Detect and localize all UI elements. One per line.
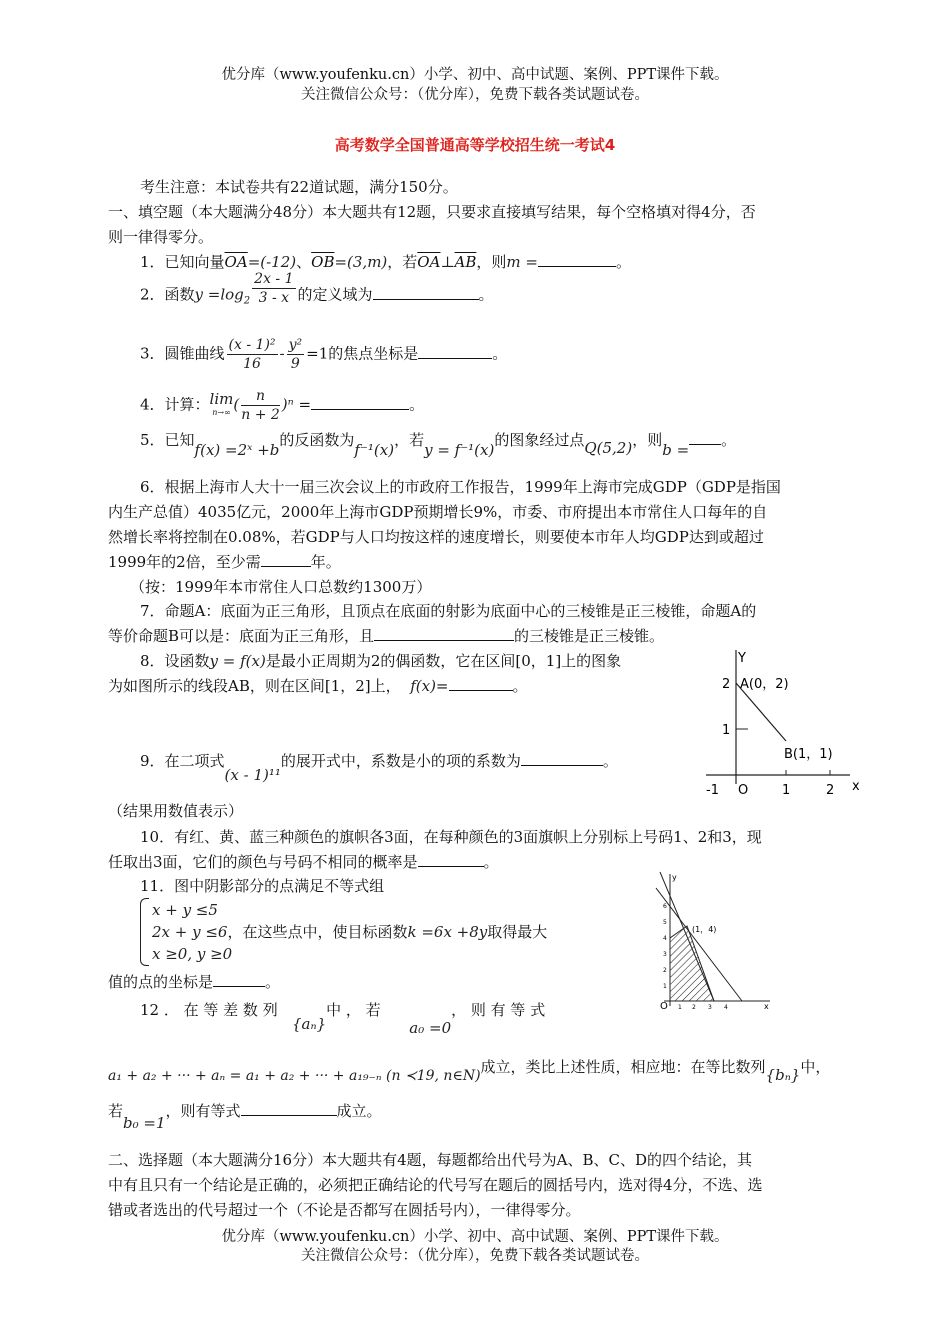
q2-base: 2: [243, 295, 251, 307]
exam-title: 高考数学全国普通高等学校招生统一考试4: [334, 136, 616, 154]
q12-bn: {bₙ}: [765, 1066, 801, 1084]
graph8-tick-label-2: 2: [722, 677, 731, 692]
graph11-origin: O: [660, 1001, 668, 1012]
q3-denominator-1: 16: [243, 356, 261, 372]
section1-line-2: 则一律得零分。: [108, 228, 214, 246]
q4-lim-sub: n→∞: [212, 407, 231, 417]
section1-line-1: 一、填空题（本大题满分48分）本大题共有12题，只要求直接填写结果，每个空格填对得4分，否: [108, 203, 756, 221]
q1-ob-value: =(3,m): [334, 253, 388, 271]
graph11-yt1: 1: [663, 983, 667, 990]
q2-answer-blank[interactable]: [373, 285, 479, 300]
q4-label: 4．计算：: [140, 395, 210, 414]
q6-line-4a: 1999年的2倍，至少需: [108, 553, 261, 571]
q10-line-2: [108, 852, 499, 872]
q2-label: 2．函数: [140, 285, 195, 304]
q2-text: 的定义域为: [297, 285, 373, 304]
q5-b: b =: [662, 441, 690, 459]
graph11-yt3: 3: [663, 951, 667, 958]
q11-line-3: [108, 972, 280, 992]
q1-vector-oa: $\overline{OA}$: [224, 253, 248, 271]
graph8-x-label: x: [852, 779, 860, 794]
graph11-x-label: x: [764, 1002, 769, 1011]
q3-numerator-1: (x - 1)²: [228, 337, 276, 353]
q8-line-1: [140, 651, 621, 671]
q9-answer-blank[interactable]: [521, 751, 603, 766]
q10-line-1: 10．有红、黄、蓝三种颜色的旗帜各3面，在每种颜色的3面旗帜上分别标上号码1、2和3，现: [140, 828, 762, 846]
exam-notice: 考生注意：本试卷共有22道试题，满分150分。: [140, 178, 458, 196]
q3-minus: -: [279, 344, 285, 363]
graph8-point-a: A(0，2): [740, 677, 789, 692]
q4-denominator: n + 2: [241, 407, 280, 423]
q3-answer-blank[interactable]: [418, 344, 492, 359]
graph11-yt2: 2: [663, 967, 667, 974]
q12-line-2: [108, 1057, 831, 1084]
q1-oa-value: =(-12): [247, 253, 297, 271]
header-line-1: 优分库（www.youfenku.cn）小学、初中、高中试题、案例、PPT课件下载。: [221, 67, 729, 83]
q6-line-2: 内生产总值）4035亿元，2000年上海市GDP预期增长9%，市委、市府提出本市常住人口每年的自: [108, 503, 768, 521]
graph8-y-label: Y: [738, 651, 746, 666]
q8-line-2a: 为如图所示的线段AB，则在区间[1，2]上，: [108, 677, 401, 695]
q12-line-1: [140, 1000, 546, 1037]
q2-func: y =log: [194, 285, 244, 304]
q11-end: 。: [265, 973, 281, 991]
q10-answer-blank[interactable]: [418, 852, 484, 867]
q11-k: k =6x +8y: [407, 923, 488, 941]
graph11-y-label: y: [672, 873, 677, 882]
q4-lim: lim: [209, 389, 234, 408]
q11-shaded-region: [670, 925, 717, 1001]
q12-a0: a₀ =0: [409, 1019, 452, 1037]
question-5: [140, 430, 737, 459]
q5-point-q: Q(5,2): [584, 439, 633, 457]
q12-b0: b₀ =1: [123, 1114, 166, 1132]
q12-answer-blank[interactable]: [241, 1101, 337, 1116]
q12-t3: 成立。: [336, 1102, 382, 1120]
q11-line-2: [152, 922, 547, 942]
q12-mid: 中 ， 若: [326, 1001, 381, 1019]
q1-perp-b: $\overline{AB}$: [454, 253, 477, 271]
q6-line-3: 然增长率将控制在0.08%，若GDP与人口均按这样的速度增长，则要使本市年人均GDP达到或超过: [108, 528, 764, 546]
q5-t1: 的反函数为: [279, 431, 355, 449]
q11-text-2a: ，在这些点中，使目标函数: [227, 923, 408, 941]
q3-end: 。: [492, 344, 508, 363]
q5-t3: 的图象经过点: [494, 431, 585, 449]
q12-t2: ，则有等式: [165, 1102, 241, 1120]
q8-end: 。: [512, 677, 528, 695]
graph11-xt4: 4: [724, 1004, 728, 1011]
q10-line-2a: 任取出3面，它们的颜色与号码不相同的概率是: [108, 853, 418, 871]
graph8-x-label-1: 1: [782, 783, 791, 798]
q12-an: {aₙ}: [292, 1015, 327, 1033]
section2-line-3: 错或者选出的代号超过一个（不论是否都写在圆括号内），一律得零分。: [108, 1201, 581, 1219]
q1-m: m =: [506, 253, 538, 271]
q5-end: 。: [721, 431, 737, 449]
q3-eq: =1的焦点坐标是: [306, 344, 419, 363]
q4-eq: =: [298, 395, 312, 414]
q6-line-4: [108, 552, 341, 572]
q7-answer-blank[interactable]: [374, 626, 514, 641]
q7-line-2: [108, 626, 664, 646]
q4-end: 。: [409, 395, 425, 414]
graph8-point-b: B(1，1): [784, 747, 833, 762]
q1-end: 。: [615, 253, 631, 271]
question-9: [140, 751, 618, 784]
q11-text-2b: 取得最大: [487, 923, 548, 941]
graph11-xt2: 2: [692, 1004, 696, 1011]
q8-eq: =: [435, 677, 449, 695]
graph11-yt5: 5: [663, 919, 667, 926]
q12-zhong: 中，: [800, 1058, 831, 1076]
q3-denominator-2: 9: [290, 356, 300, 372]
q9-end: 。: [602, 752, 618, 770]
q6-answer-blank[interactable]: [261, 552, 311, 567]
q6-line-4b: 年。: [310, 553, 341, 571]
q5-inverse: f⁻¹(x): [354, 441, 395, 459]
q8-answer-blank[interactable]: [449, 676, 513, 691]
question-1: [140, 252, 631, 272]
q10-end: 。: [483, 853, 499, 871]
graph11-xt3: 3: [708, 1004, 712, 1011]
q11-graph: [652, 868, 780, 1012]
graph11-yt6: 6: [663, 903, 667, 910]
header-line-2: 关注微信公众号：（优分库），免费下载各类试题试卷。: [301, 87, 649, 103]
q5-label: 5．已知: [140, 431, 195, 449]
q8-line-2: [108, 676, 528, 696]
q12-tail: ， 则 有 等 式: [451, 1001, 546, 1019]
q1-vector-ob: $\overline{OB}$: [311, 253, 335, 271]
section2-line-2: 中有且只有一个结论是正确的，必须把正确结论的代号写在题后的圆括号内，选对得4分，不选、选: [108, 1176, 763, 1194]
graph11-yt4: 4: [663, 935, 667, 942]
q8-graph: [700, 644, 870, 800]
q2-denominator: 3 - x: [258, 290, 290, 306]
q5-y: y = f⁻¹(x): [424, 441, 495, 459]
q7-line-2b: 的三棱锥是正三棱锥。: [514, 627, 665, 645]
q9-expr: (x - 1)¹¹: [224, 766, 281, 784]
graph8-tick-label-1: 1: [722, 723, 731, 738]
q1-perp: ⊥: [440, 253, 455, 271]
q7-line-2a: 等价命题B可以是：底面为正三角形，且: [108, 627, 375, 645]
q3-numerator-2: y²: [288, 337, 303, 353]
q6-note: （按：1999年本市常住人口总数约1300万）: [130, 578, 432, 596]
graph8-x-label-2: 2: [826, 783, 835, 798]
q11-ineq-1: x + y ≤5: [152, 901, 218, 919]
q8-line-1b: 是最小正周期为2的偶函数，它在区间[0，1]上的图象: [265, 652, 622, 670]
q4-numerator: n: [241, 387, 280, 406]
question-3: [140, 336, 507, 373]
q11-ineq-3: x ≥0, y ≥0: [152, 945, 233, 963]
q4-open: (: [233, 395, 240, 414]
q9-text: 的展开式中，系数是小的项的系数为: [280, 752, 521, 770]
q12-line-3: [108, 1101, 382, 1132]
q1-then: ，则: [476, 253, 507, 271]
q11-brace: [140, 898, 149, 966]
q8-func: y = f(x): [209, 652, 266, 670]
q1-answer-blank[interactable]: [538, 252, 616, 267]
graph11-xt1: 1: [678, 1004, 682, 1011]
q9-label: 9．在二项式: [140, 752, 225, 770]
q5-t4: ，则: [632, 431, 663, 449]
graph8-x-label-m1: -1: [706, 783, 719, 798]
q8-line-1a: 8．设函数: [140, 652, 210, 670]
graph8-origin: O: [738, 783, 749, 798]
q8-fx: f(x): [410, 677, 436, 695]
q12-text: 成立，类比上述性质，相应地：在等比数列: [480, 1058, 766, 1076]
q1-perp-a: $\overline{OA}$: [417, 253, 441, 271]
q5-answer-blank[interactable]: [689, 430, 721, 445]
q1-label: 1．已知向量: [140, 253, 225, 271]
q11-answer-blank[interactable]: [213, 972, 265, 987]
q12-lead: 12 ． 在 等 差 数 列: [140, 1001, 278, 1019]
q12-formula: a₁ + a₂ + ··· + aₙ = a₁ + a₂ + ··· + a₁₉₋ₙ (n ≺19, n∈N): [108, 1068, 481, 1084]
q7-line-1: 7．命题A：底面为正三角形，且顶点在底面的射影为底面中心的三棱锥是正三棱锥，命题A的: [140, 602, 757, 620]
q4-answer-blank[interactable]: [311, 395, 409, 410]
q4-power: )ⁿ: [281, 395, 294, 414]
q12-if: 若: [108, 1102, 124, 1120]
q3-label: 3．圆锥曲线: [140, 344, 225, 363]
q1-if: ，若: [387, 253, 418, 271]
q11-ineq-2: 2x + y ≤6: [152, 923, 228, 941]
question-2: [140, 271, 494, 312]
section2-line-1: 二、选择题（本大题满分16分）本大题共有4题，每题都给出代号为A、B、C、D的四个结论，其: [108, 1151, 752, 1169]
q6-line-1: 6．根据上海市人大十一届三次会议上的市政府工作报告，1999年上海市完成GDP（GDP是指国: [140, 478, 781, 496]
footer-line-1: 优分库（www.youfenku.cn）小学、初中、高中试题、案例、PPT课件下载。: [221, 1229, 729, 1245]
q5-fx: f(x) =2ˣ +b: [194, 441, 280, 459]
q9-note: （结果用数值表示）: [108, 802, 244, 820]
q11-line-1: 11．图中阴影部分的点满足不等式组: [140, 877, 385, 895]
question-4: [140, 387, 424, 424]
graph11-point: (1，4): [692, 925, 717, 934]
q2-numerator: 2x - 1: [254, 271, 294, 287]
q11-line-3a: 值的点的坐标是: [108, 973, 214, 991]
q2-end: 。: [478, 285, 494, 304]
q1-sep: 、: [296, 253, 312, 271]
footer-line-2: 关注微信公众号：（优分库），免费下载各类试题试卷。: [301, 1248, 649, 1264]
q5-t2: ，若: [394, 431, 425, 449]
